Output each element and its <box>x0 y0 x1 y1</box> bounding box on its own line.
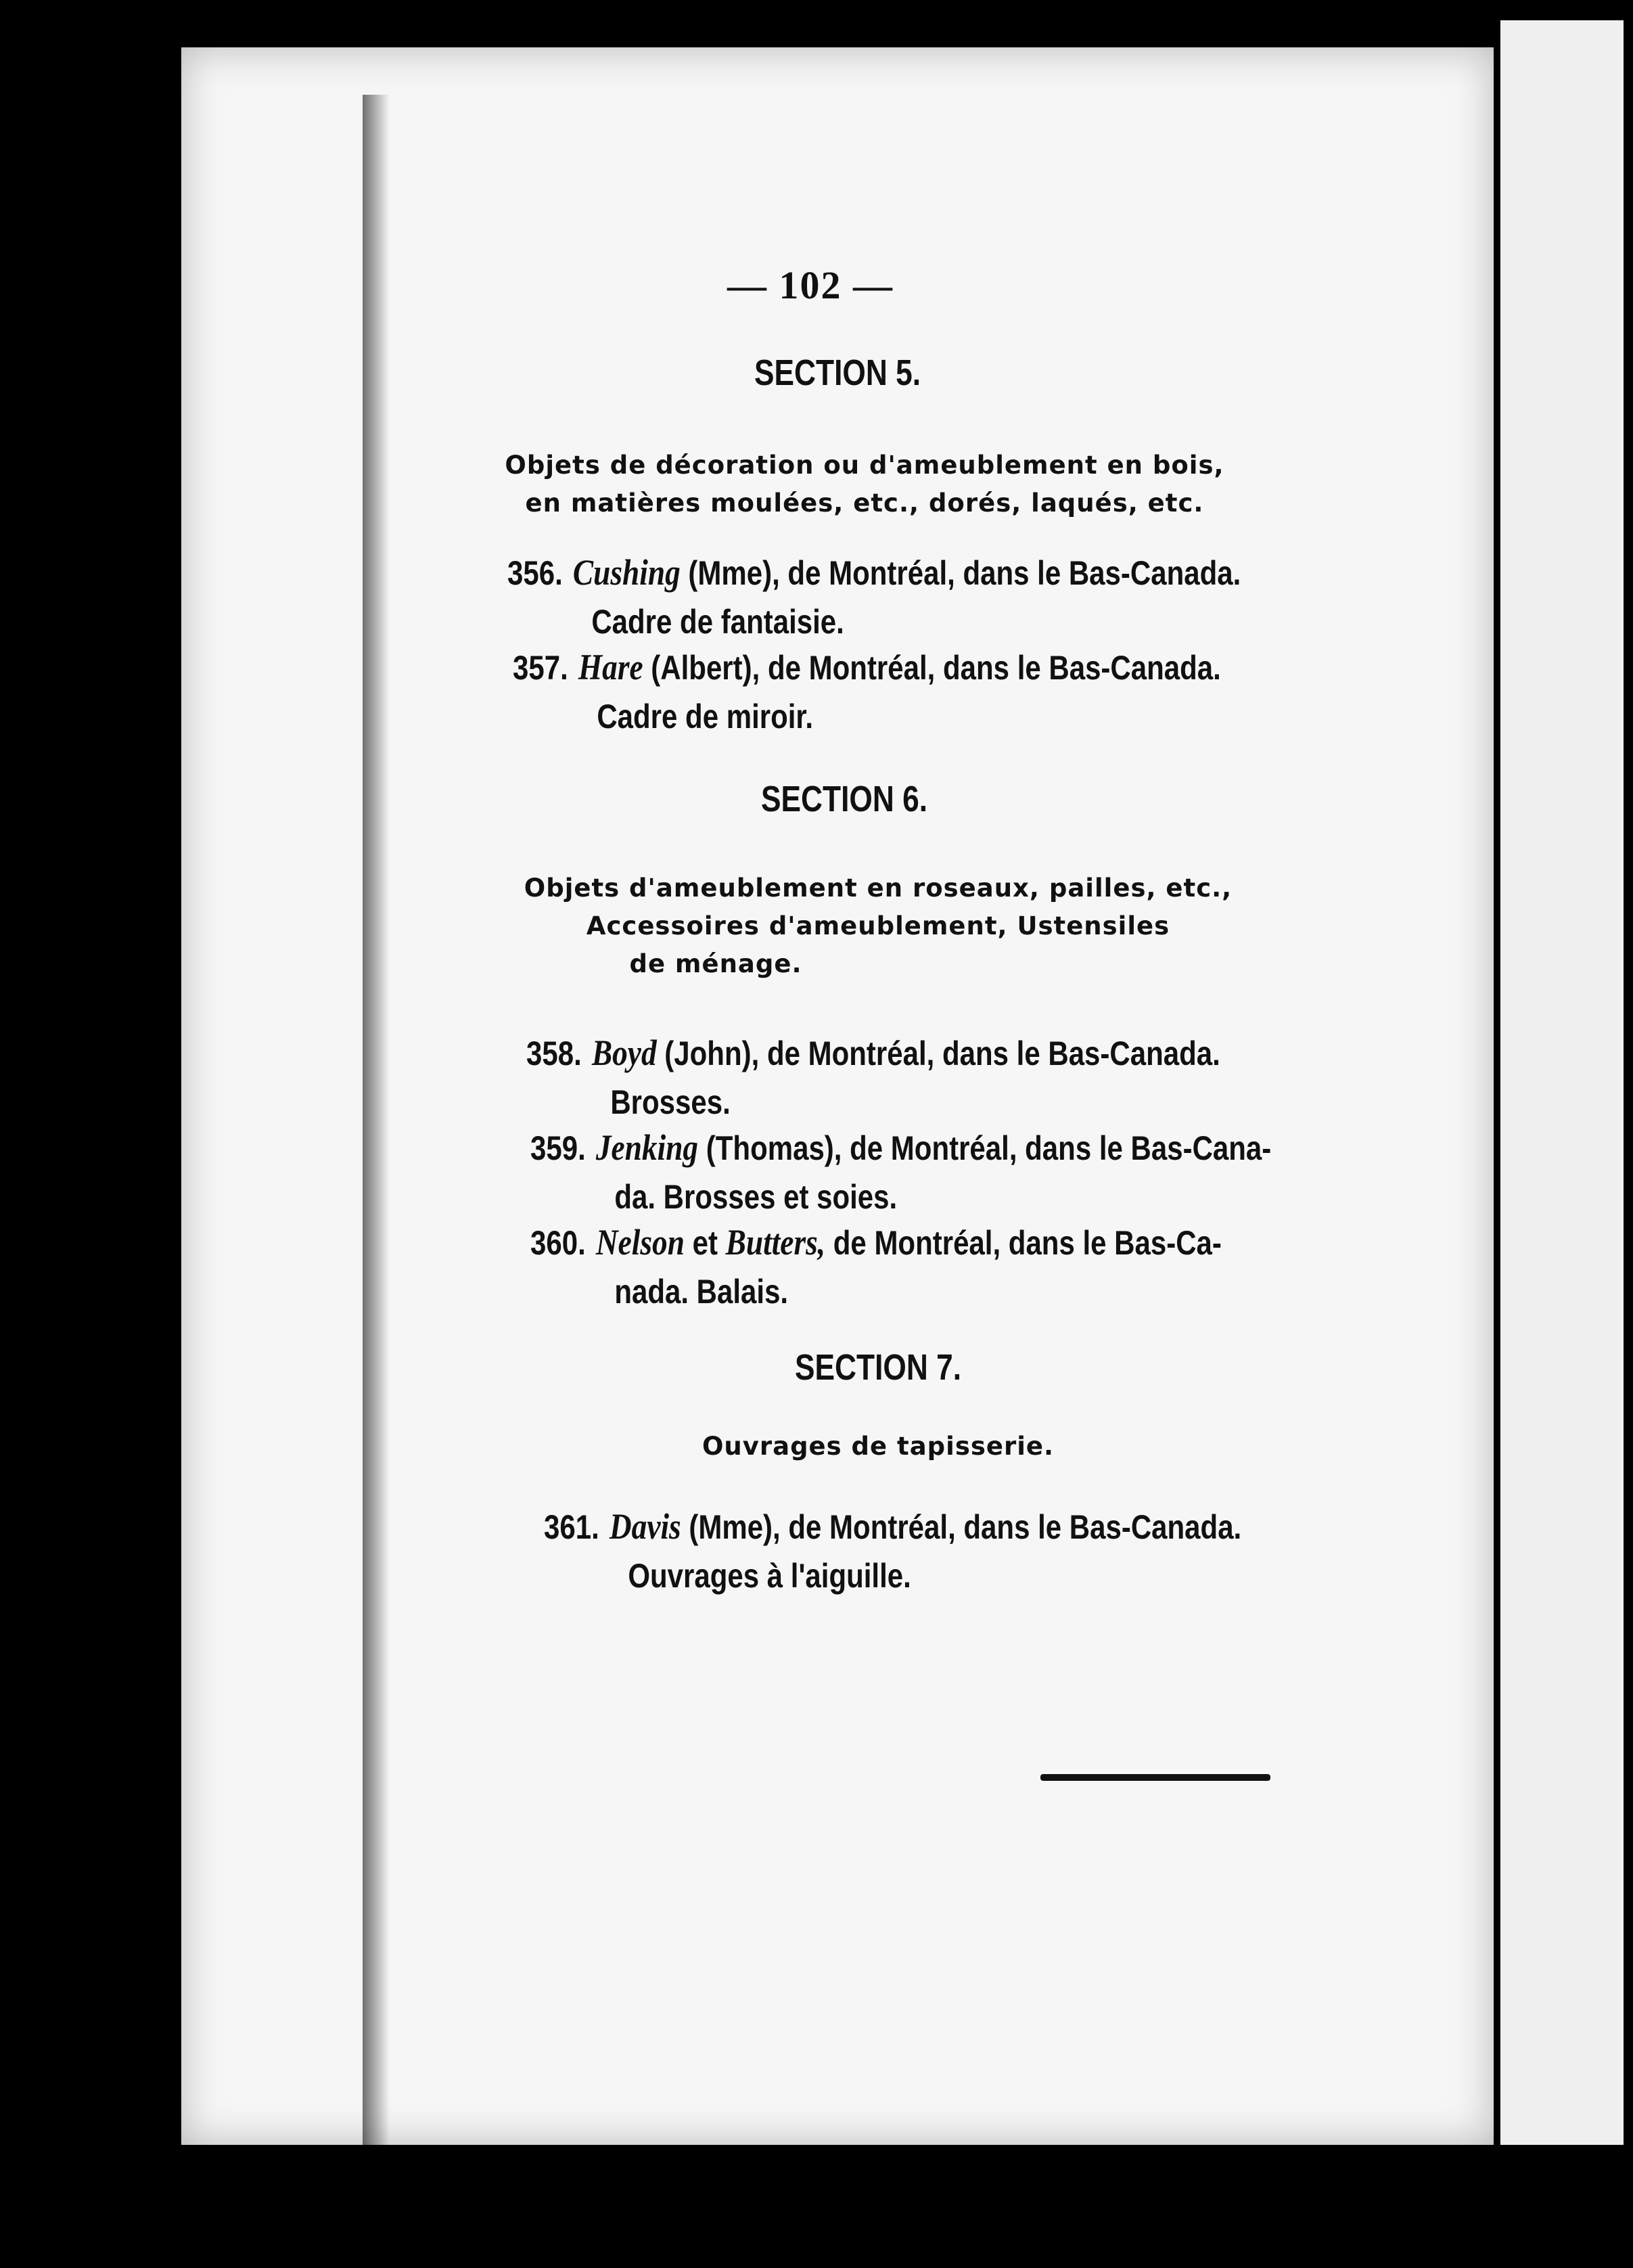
section-6-subtitle-line-3: de ménage. <box>629 949 802 978</box>
end-of-page-rule <box>1040 1774 1270 1781</box>
entry-description: Cadre de miroir. <box>597 698 814 735</box>
section-6-subtitle-line-1: Objets d'ameublement en roseaux, pailles, etc., <box>524 874 1233 903</box>
exhibitor-name-2: Butters, <box>725 1222 826 1263</box>
section-6-heading: SECTION 6. <box>760 779 928 819</box>
section-5-subtitle-line-2: en matières moulées, etc., dorés, laqués, etc. <box>525 489 1204 518</box>
entry-description: Cadre de fantaisie. <box>591 603 844 641</box>
section-5-subtitle-line-1: Objets de décoration ou d'ameublement en bois, <box>505 451 1224 480</box>
entry-359 <box>530 1123 1271 1221</box>
exhibitor-name: Jenking <box>595 1127 699 1168</box>
entry-358 <box>526 1028 1220 1127</box>
page-content <box>181 47 1494 2145</box>
entry-description: da. Brosses et soies. <box>614 1178 898 1216</box>
entry-location: (Thomas), de Montréal, dans le Bas-Cana- <box>698 1129 1272 1167</box>
exhibitor-name: Hare <box>578 647 643 687</box>
section-6-subtitle-line-2: Accessoires d'ameublement, Ustensiles <box>586 911 1170 940</box>
section-7-heading: SECTION 7. <box>794 1347 962 1388</box>
section-7-subtitle <box>222 1428 1534 1466</box>
exhibitor-name: Davis <box>609 1506 681 1547</box>
adjacent-page-edge <box>1500 20 1624 2145</box>
entry-number: 358. <box>526 1035 582 1072</box>
entry-number: 361. <box>544 1508 599 1546</box>
entry-357 <box>513 643 1221 741</box>
entry-356 <box>507 548 1241 646</box>
section-5-subtitle <box>208 447 1521 522</box>
entry-location: (Mme), de Montréal, dans le Bas-Canada. <box>681 1508 1242 1546</box>
entry-description: Brosses. <box>610 1083 731 1121</box>
exhibitor-name: Cushing <box>572 552 681 593</box>
entry-description: nada. Balais. <box>614 1273 789 1311</box>
section-6-subtitle <box>222 869 1534 983</box>
entry-conjunction: et <box>684 1224 726 1262</box>
entry-location: (Albert), de Montréal, dans le Bas-Canada. <box>643 649 1221 687</box>
entry-description: Ouvrages à l'aiguille. <box>628 1557 911 1595</box>
entry-number: 357. <box>513 649 568 687</box>
entry-361 <box>544 1502 1241 1600</box>
section-7-subtitle-line-1: Ouvrages de tapisserie. <box>702 1432 1055 1461</box>
entry-number: 356. <box>507 554 563 592</box>
entry-location: (Mme), de Montréal, dans le Bas-Canada. <box>680 554 1241 592</box>
book-page <box>181 47 1494 2145</box>
page-number: — 102 — <box>727 263 894 307</box>
entry-number: 360. <box>530 1224 586 1262</box>
section-5-heading: SECTION 5. <box>754 353 921 393</box>
exhibitor-name: Boyd <box>591 1033 657 1073</box>
entry-location: de Montréal, dans le Bas-Ca- <box>825 1224 1222 1262</box>
entry-location: (John), de Montréal, dans le Bas-Canada. <box>656 1035 1220 1072</box>
entry-number: 359. <box>530 1129 586 1167</box>
entry-360 <box>530 1218 1222 1316</box>
exhibitor-name: Nelson <box>595 1222 685 1263</box>
